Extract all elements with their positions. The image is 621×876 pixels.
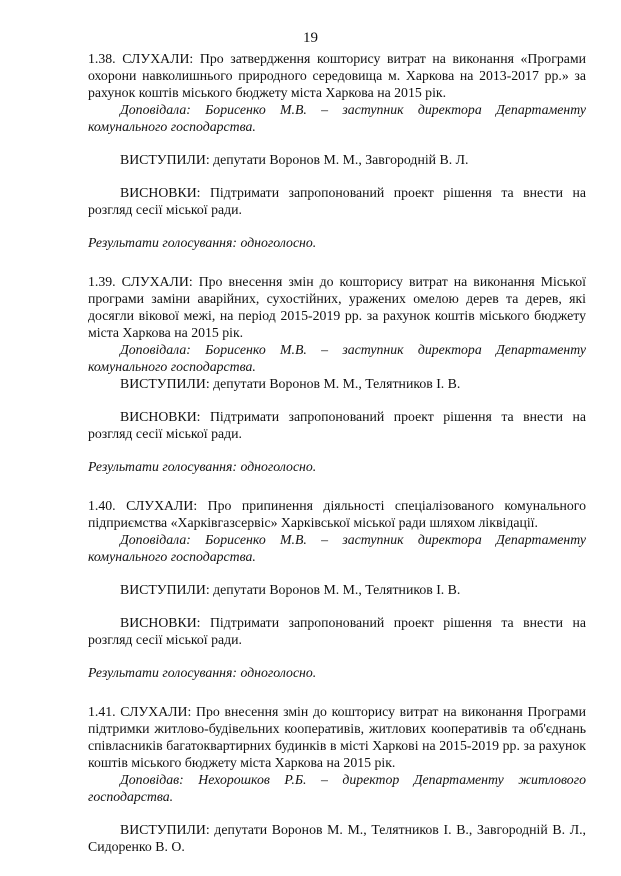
conclusions-paragraph: ВИСНОВКИ: Підтримати запропонований проект рішення та внести на розгляд сесії міської ради. — [88, 615, 586, 647]
vote-result: Результати голосування: одноголосно. — [88, 235, 317, 250]
agenda-item-1-40 — [88, 497, 586, 681]
heard-paragraph: 1.40. СЛУХАЛИ: Про припинення діяльності спеціалізованого комунального підприємства «Харківгазсервіс» Харківської міської ради шляхом ліквідації. — [88, 498, 586, 530]
speakers-paragraph: ВИСТУПИЛИ: депутати Воронов М. М., Телятников І. В., Завгородній В. Л., Сидоренко В. О. — [88, 822, 586, 854]
reporter-paragraph: Доповідав: Нехорошков Р.Б. – директор Департаменту житлового господарства. — [88, 772, 586, 804]
conclusions-paragraph: ВИСНОВКИ: Підтримати запропонований проект рішення та внести на розгляд сесії міської ради. — [88, 185, 586, 217]
heard-paragraph: 1.39. СЛУХАЛИ: Про внесення змін до кошторису витрат на виконання Міської програми заміни аварійних, сухостійних, уражених омелою дерев та дерев, які досягли вікової межі, на період 2015-2019 рр. за рахунок коштів міського бюджету міста Харкова на 2015 рік. — [88, 274, 586, 340]
reporter-paragraph: Доповідала: Борисенко М.В. – заступник директора Департаменту комунального господарства. — [88, 102, 586, 134]
reporter-paragraph: Доповідала: Борисенко М.В. – заступник директора Департаменту комунального господарства. — [88, 342, 586, 374]
speakers-paragraph: ВИСТУПИЛИ: депутати Воронов М. М., Завгородній В. Л. — [120, 152, 469, 167]
heard-paragraph: 1.38. СЛУХАЛИ: Про затвердження кошторису витрат на виконання «Програми охорони навколишнього природного середовища м. Харкова на 2013-2017 рр.» за рахунок коштів міського бюджету міста Харкова на 2015 рік. — [88, 51, 586, 100]
speakers-paragraph: ВИСТУПИЛИ: депутати Воронов М. М., Телятников І. В. — [120, 582, 461, 597]
document-body — [88, 50, 586, 855]
speakers-paragraph: ВИСТУПИЛИ: депутати Воронов М. М., Телятников І. В. — [120, 376, 461, 391]
agenda-item-1-39 — [88, 273, 586, 475]
page-number: 19 — [303, 30, 318, 46]
agenda-item-1-41 — [88, 703, 586, 855]
reporter-paragraph: Доповідала: Борисенко М.В. – заступник директора Департаменту комунального господарства. — [88, 532, 586, 564]
conclusions-paragraph: ВИСНОВКИ: Підтримати запропонований проект рішення та внести на розгляд сесії міської ради. — [88, 409, 586, 441]
heard-paragraph: 1.41. СЛУХАЛИ: Про внесення змін до кошторису витрат на виконання Програми підтримки житлово-будівельних кооперативів, житлових кооперативів та об'єднань співласників багатоквартирних будинків в місті Харкові на 2015-2019 рр. за рахунок коштів міського бюджету міста Харкова на 2015 рік. — [88, 704, 586, 770]
vote-result: Результати голосування: одноголосно. — [88, 665, 317, 680]
agenda-item-1-38 — [88, 50, 586, 251]
vote-result: Результати голосування: одноголосно. — [88, 459, 317, 474]
